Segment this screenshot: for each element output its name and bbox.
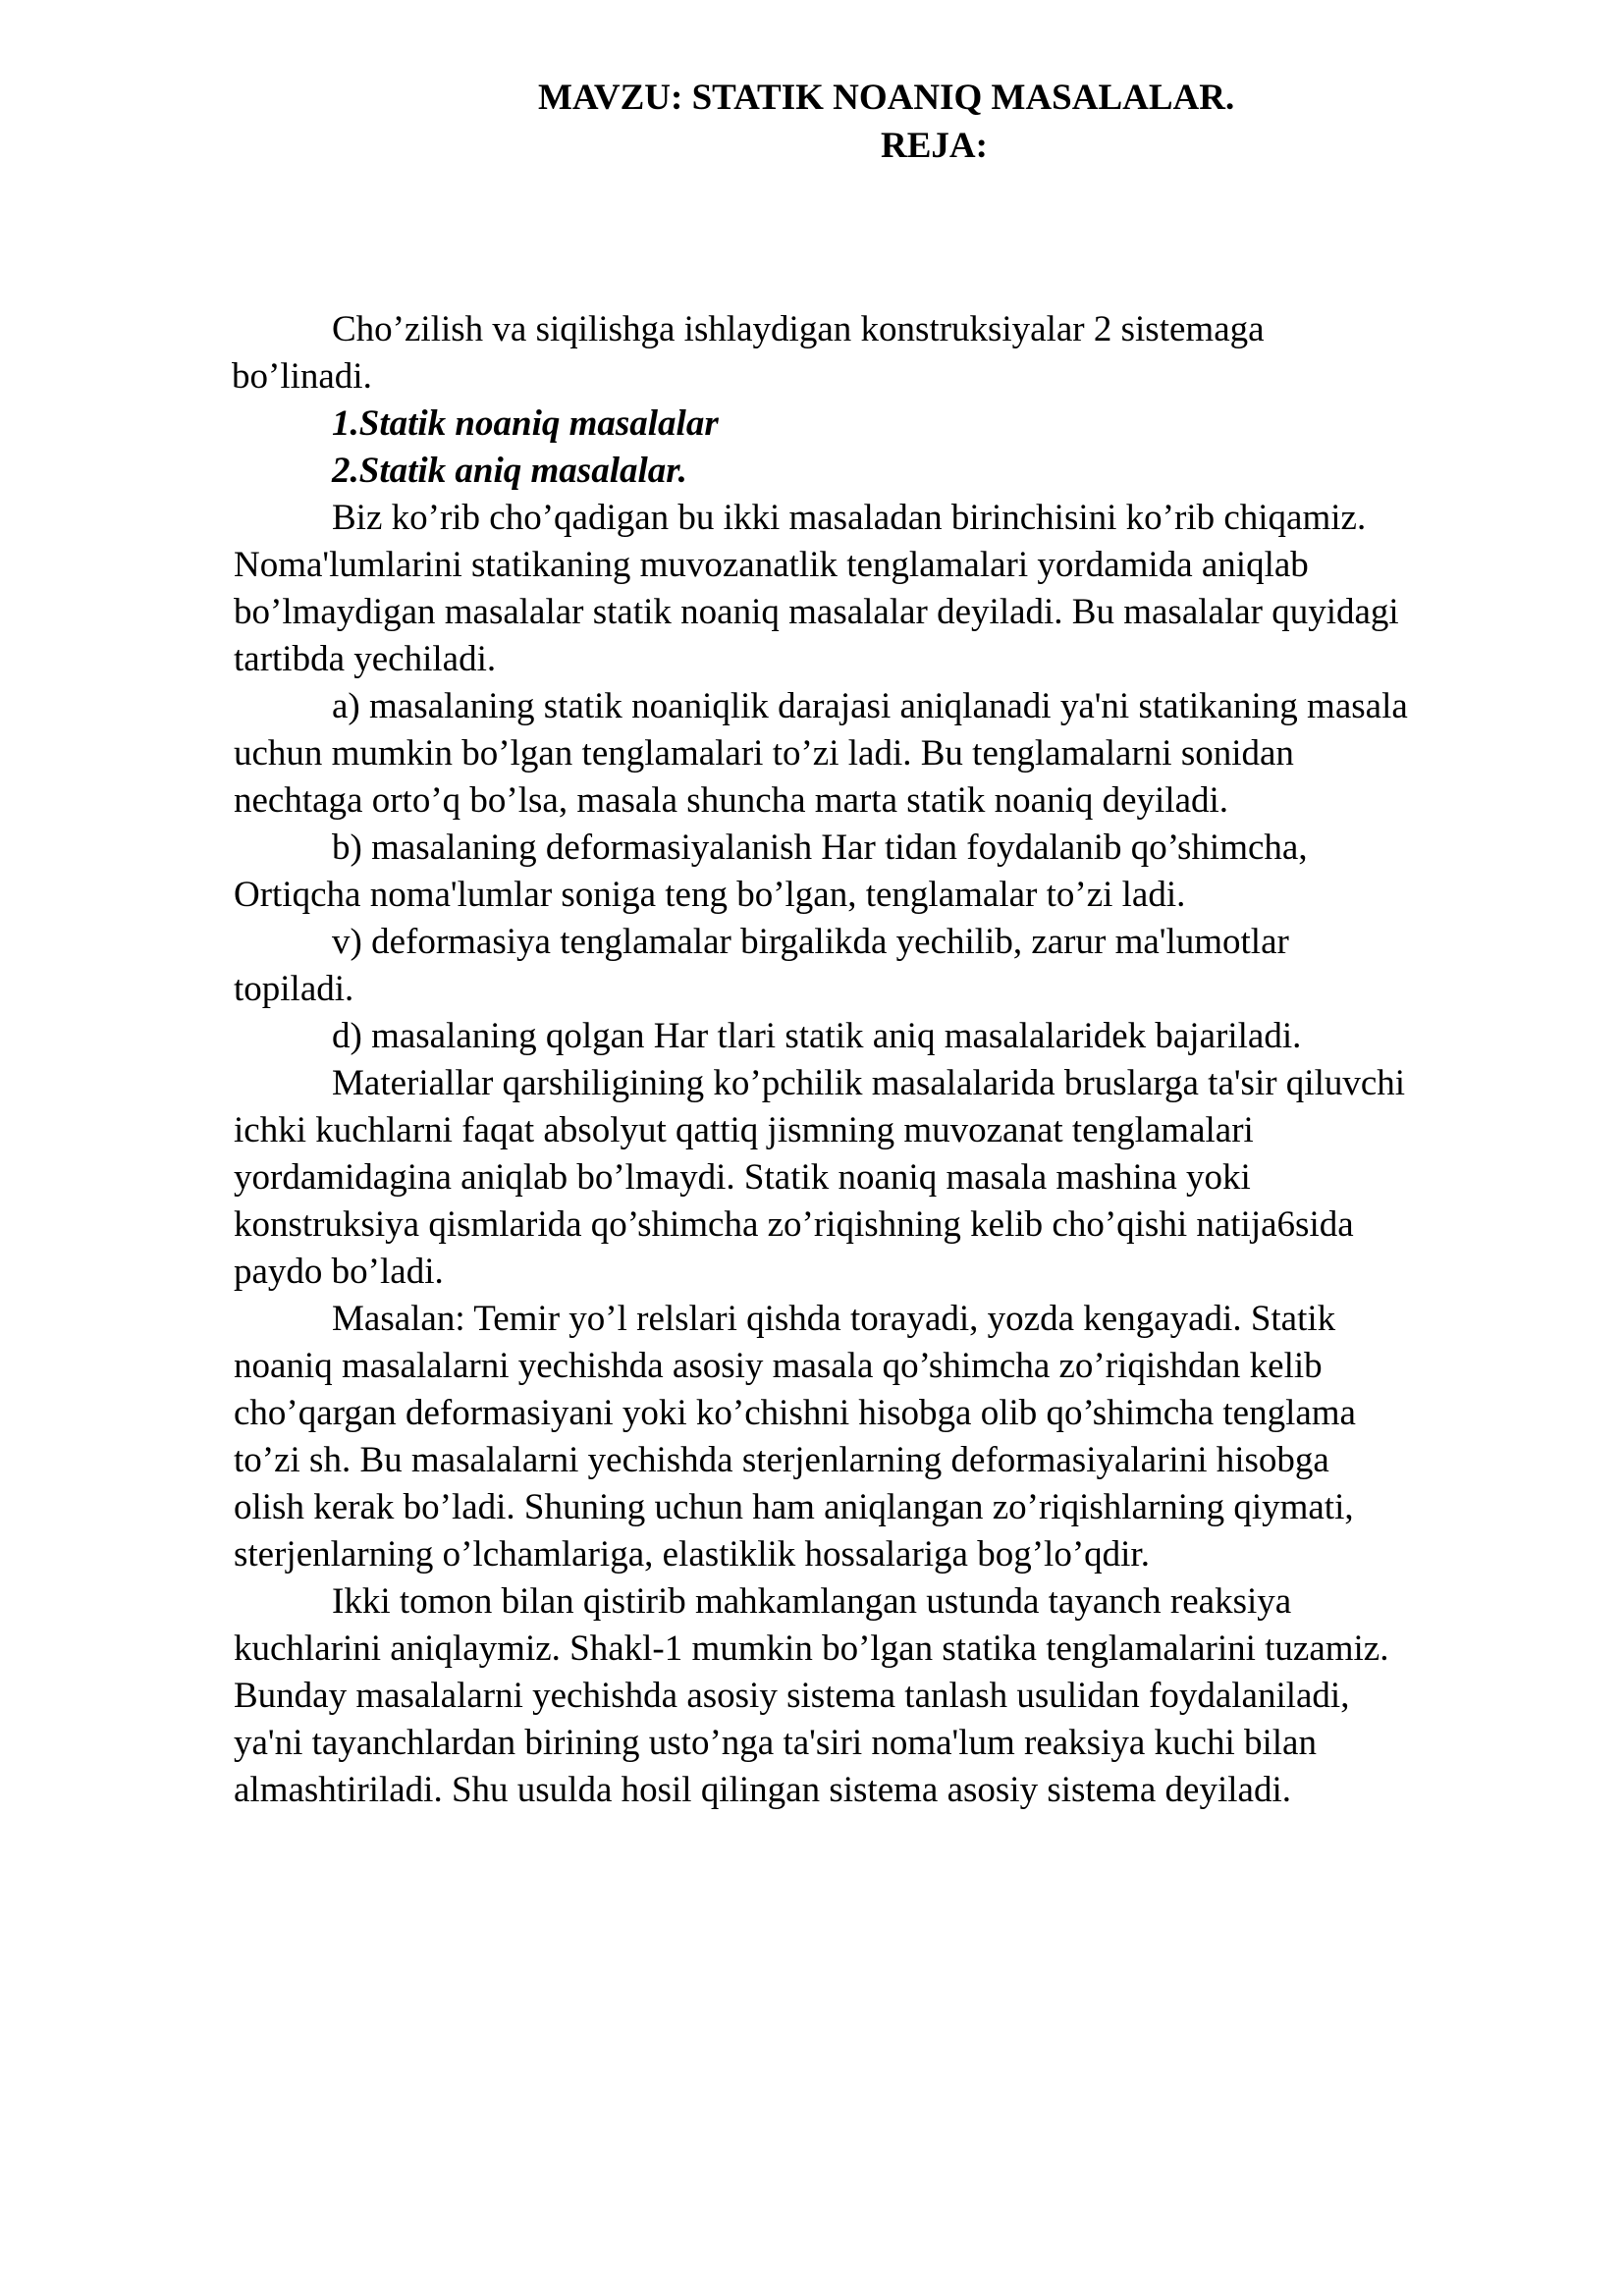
text-line: nechtaga orto’q bo’lsa, masala shuncha marta statik noaniq deyiladi. (234, 780, 1229, 821)
plan-heading: REJA: (881, 126, 988, 166)
plan-item-2: 2.Statik aniq masalalar. (332, 451, 687, 491)
text-line: cho’qargan deformasiyani yoki ko’chishni hisobga olib qo’shimcha tenglama (234, 1393, 1356, 1433)
text-line: tartibda yechiladi. (234, 639, 497, 679)
text-line: noaniq masalalarni yechishda asosiy masala qo’shimcha zo’riqishdan kelib (234, 1346, 1323, 1386)
text-line: d) masalaning qolgan Har tlari statik aniq masalalaridek bajariladi. (332, 1016, 1302, 1056)
text-line: Cho’zilish va siqilishga ishlaydigan konstruksiyalar 2 sistemaga (332, 309, 1265, 349)
text-line: olish kerak bo’ladi. Shuning uchun ham aniqlangan zo’riqishlarning qiymati, (234, 1487, 1354, 1527)
text-line: Noma'lumlarini statikaning muvozanatlik tenglamalari yordamida aniqlab (234, 545, 1309, 585)
text-line: almashtiriladi. Shu usulda hosil qilingan sistema asosiy sistema deyiladi. (234, 1770, 1291, 1810)
text-line: Ortiqcha noma'lumlar soniga teng bo’lgan, tenglamalar to’zi ladi. (234, 875, 1186, 915)
text-line: b) masalaning deformasiyalanish Har tidan foydalanib qo’shimcha, (332, 828, 1308, 868)
text-line: Masalan: Temir yo’l relslari qishda torayadi, yozda kengayadi. Statik (332, 1299, 1336, 1339)
text-line: paydo bo’ladi. (234, 1252, 444, 1292)
text-line: Biz ko’rib cho’qadigan bu ikki masaladan birinchisini ko’rib chiqamiz. (332, 498, 1367, 538)
text-line: Materiallar qarshiligining ko’pchilik masalalarida bruslarga ta'sir qiluvchi (332, 1063, 1406, 1103)
text-line: sterjenlarning o’lchamlariga, elastiklik hossalariga bog’lo’qdir. (234, 1534, 1150, 1575)
text-line: yordamidagina aniqlab bo’lmaydi. Statik noaniq masala mashina yoki (234, 1157, 1251, 1198)
text-line: bo’linadi. (232, 356, 372, 397)
text-line: kuchlarini aniqlaymiz. Shakl-1 mumkin bo’lgan statika tenglamalarini tuzamiz. (234, 1629, 1389, 1669)
page-title: MAVZU: STATIK NOANIQ MASALALAR. (538, 78, 1235, 118)
text-line: ya'ni tayanchlardan birining usto’nga ta'siri noma'lum reaksiya kuchi bilan (234, 1723, 1317, 1763)
document-body (234, 306, 1549, 1814)
text-line: a) masalaning statik noaniqlik darajasi aniqlanadi ya'ni statikaning masala (332, 686, 1408, 726)
text-line: bo’lmaydigan masalalar statik noaniq masalalar deyiladi. Bu masalalar quyidagi (234, 592, 1399, 632)
text-line: to’zi sh. Bu masalalarni yechishda sterjenlarning deformasiyalarini hisobga (234, 1440, 1329, 1480)
text-line: Bunday masalalarni yechishda asosiy sistema tanlash usulidan foydalaniladi, (234, 1676, 1350, 1716)
plan-item-1: 1.Statik noaniq masalalar (332, 403, 719, 444)
text-line: konstruksiya qismlarida qo’shimcha zo’riqishning kelib cho’qishi natija6sida (234, 1204, 1354, 1245)
text-line: Ikki tomon bilan qistirib mahkamlangan ustunda tayanch reaksiya (332, 1581, 1292, 1622)
text-line: topiladi. (234, 969, 354, 1009)
text-line: ichki kuchlarni faqat absolyut qattiq jismning muvozanat tenglamalari (234, 1110, 1254, 1150)
text-line: v) deformasiya tenglamalar birgalikda yechilib, zarur ma'lumotlar (332, 922, 1289, 962)
text-line: uchun mumkin bo’lgan tenglamalari to’zi ladi. Bu tenglamalarni sonidan (234, 733, 1294, 774)
